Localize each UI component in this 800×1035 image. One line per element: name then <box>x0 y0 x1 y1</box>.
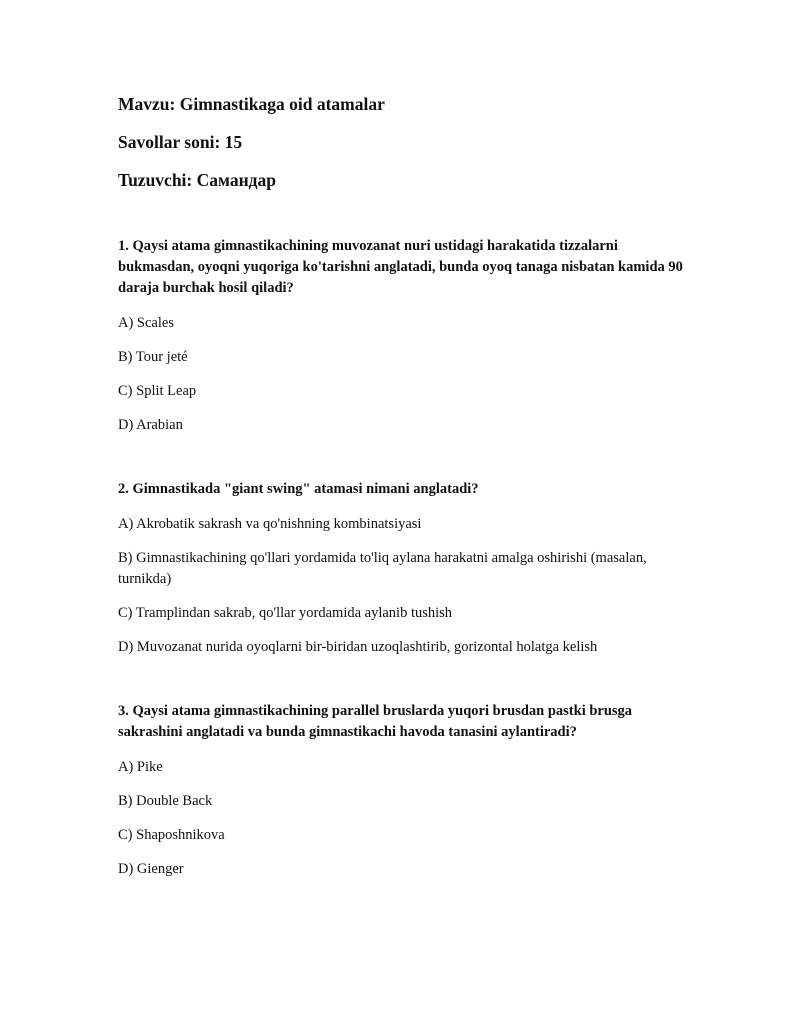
document-page <box>118 92 684 893</box>
answer-option-d: D) Muvozanat nurida oyoqlarni bir-biridan uzoqlashtirib, gorizontal holatga kelish <box>118 639 598 655</box>
answer-option-b: B) Tour jeté <box>118 349 188 365</box>
question-text: 2. Gimnastikada "giant swing" atamasi nimani anglatadi? <box>118 481 479 497</box>
answer-option-c: C) Split Leap <box>118 383 197 399</box>
question-text: 3. Qaysi atama gimnastikachining parallel bruslarda yuqori brusdan pastki brusga sakrashini anglatadi va bunda gimnastikachi havoda tanasini aylantiradi? <box>118 703 633 740</box>
count-value: 15 <box>224 132 243 152</box>
answer-option-c: C) Shaposhnikova <box>118 827 225 843</box>
answer-option-a: A) Scales <box>118 315 174 331</box>
answer-option-b: B) Gimnastikachining qo'llari yordamida to'liq aylana harakatni amalga oshirishi (masalan, turnikda) <box>118 550 647 587</box>
answer-option-a: A) Pike <box>118 759 163 775</box>
author-line <box>118 168 684 192</box>
topic-line <box>118 92 684 116</box>
answer-option-b: B) Double Back <box>118 793 213 809</box>
answer-option-d: D) Gienger <box>118 861 184 877</box>
topic-value: Gimnastikaga oid atamalar <box>179 94 385 114</box>
count-label: Savollar soni: <box>118 132 221 152</box>
answer-option-c: C) Tramplindan sakrab, qo'llar yordamida aylanib tushish <box>118 605 453 621</box>
topic-label: Mavzu: <box>118 94 176 114</box>
answer-option-a: A) Akrobatik sakrash va qo'nishning kombinatsiyasi <box>118 516 422 532</box>
question-block-1 <box>118 236 684 436</box>
document-header <box>118 92 684 192</box>
answer-option-d: D) Arabian <box>118 417 183 433</box>
author-value: Самандар <box>196 170 276 190</box>
author-label: Tuzuvchi: <box>118 170 193 190</box>
count-line <box>118 130 684 154</box>
question-block-3 <box>118 701 684 880</box>
question-text: 1. Qaysi atama gimnastikachining muvozanat nuri ustidagi harakatida tizzalarni bukmasdan, oyoqni yuqoriga ko'tarishni anglatadi, bunda oyoq tanaga nisbatan kamida 90 daraja burchak hosil qiladi? <box>118 238 683 296</box>
question-block-2 <box>118 479 684 658</box>
